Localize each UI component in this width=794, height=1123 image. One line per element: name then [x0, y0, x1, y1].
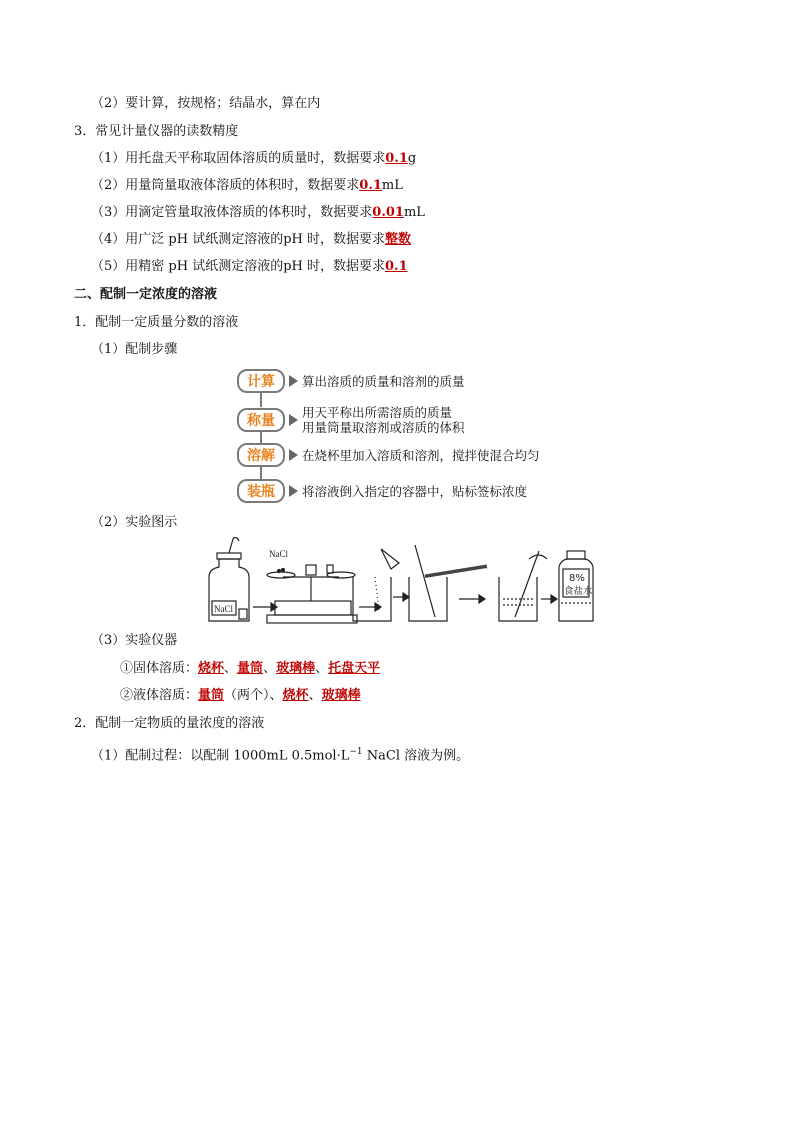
step-text: 算出溶质的质量和溶剂的质量: [302, 373, 465, 389]
stirring-beaker-icon: [499, 551, 547, 621]
balance-icon: [267, 565, 357, 623]
answer-rod: 玻璃棒: [321, 688, 361, 703]
figure-title: （2）实验图示: [91, 515, 178, 530]
precision-item-4: （4）用广泛 pH 试纸测定溶液的pH 时，数据要求整数: [91, 232, 412, 247]
step-label: 称量: [237, 408, 285, 432]
step-dissolve: [237, 443, 540, 467]
answer-beaker: 烧杯: [198, 661, 225, 676]
answer-3: 0.01: [372, 205, 404, 220]
answer-beaker: 烧杯: [282, 688, 309, 703]
step-text: 用天平称出所需溶质的质量 用量筒量取溶剂或溶质的体积: [302, 405, 465, 435]
precision-item-3: （3）用滴定管量取液体溶质的体积时，数据要求0.01mL: [91, 205, 425, 220]
answer-5: 0.1: [385, 259, 408, 274]
arrow-right-icon: [289, 449, 298, 461]
step-label: 装瓶: [237, 479, 285, 503]
nacl-label: NaCl: [269, 549, 288, 559]
precision-item-2: （2）用量筒量取液体溶质的体积时，数据要求0.1mL: [91, 178, 403, 193]
precision-item-1: （1）用托盘天平称取固体溶质的质量时，数据要求0.1g: [91, 151, 417, 166]
bottle-label: 食盐水: [564, 586, 593, 597]
step-label: 计算: [237, 369, 285, 393]
step-weigh: [237, 405, 465, 435]
part-2-title: 二、配制一定浓度的溶液: [74, 287, 218, 302]
step-text: 将溶液倒入指定的容器中，贴标签标浓度: [302, 483, 528, 499]
nacl-bottle-label: NaCl: [214, 604, 233, 614]
instruments-title: （3）实验仪器: [91, 633, 178, 648]
process-text: （1）配制过程：以配制 1000mL $0.5mol\cdot L^{-1}$ NaCl 溶液为例。: [91, 747, 470, 764]
step-calculate: [237, 369, 465, 393]
step-label: 溶解: [237, 443, 285, 467]
answer-rod: 玻璃棒: [276, 661, 316, 676]
answer-balance: 托盘天平: [328, 661, 381, 676]
solid-instruments: ①固体溶质：烧杯、量筒、玻璃棒、托盘天平: [120, 661, 381, 676]
answer-4: 整数: [385, 232, 412, 247]
steps-title: （1）配制步骤: [91, 342, 178, 357]
item-2-text: （2）要计算，按规格；结晶水，算在内: [91, 96, 321, 111]
answer-1: 0.1: [385, 151, 408, 166]
answer-2: 0.1: [359, 178, 382, 193]
sub-1-title: 1．配制一定质量分数的溶液: [74, 315, 239, 330]
step-text: 在烧杯里加入溶质和溶剂，搅拌使混合均匀: [302, 447, 540, 463]
answer-cylinder: 量筒: [237, 661, 264, 676]
percent-label: 8%: [569, 573, 585, 584]
steps-flowchart: [237, 369, 577, 505]
step-bottle: [237, 479, 527, 503]
cylinder-icon: [409, 545, 487, 621]
precision-item-5: （5）用精密 pH 试纸测定溶液的pH 时，数据要求0.1: [91, 259, 408, 274]
section-3-title: 3．常见计量仪器的读数精度: [74, 124, 239, 139]
experiment-figure: [203, 537, 595, 627]
sub-2-title: 2．配制一定物质的量浓度的溶液: [74, 716, 265, 731]
arrow-right-icon: [289, 375, 298, 387]
arrow-right-icon: [289, 485, 298, 497]
answer-cylinder: 量筒: [198, 688, 225, 703]
arrow-right-icon: [289, 414, 298, 426]
liquid-instruments: ②液体溶质：量筒（两个）、烧杯、玻璃棒: [120, 688, 361, 703]
